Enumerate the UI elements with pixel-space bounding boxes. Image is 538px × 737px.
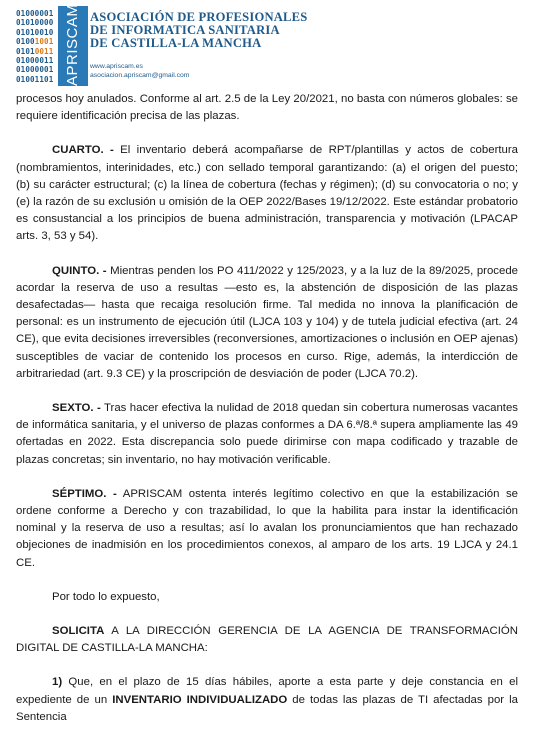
paragraph-request-1 — [16, 674, 518, 726]
paragraph-solicita — [16, 623, 518, 657]
website-link[interactable]: www.apriscam.es — [90, 63, 143, 70]
paragraph-conclusion: Por todo lo expuesto, — [52, 590, 160, 603]
section-heading: SEXTO. - — [52, 402, 101, 415]
document-body — [16, 91, 518, 726]
paragraph-text: Mientras penden los PO 411/2022 y 125/2023, y a la luz de la 89/2025, procede acordar la reserva de uso a resultas —esto es, la abstención de disposición de las plazas desafectadas— hasta que recaiga resolución firme. Tal medida no innova la planificación de personal: es un instrumento de ejecución útil (LJCA 103 y 104) y de tutela judicial efectiva (art. 24 CE), que evita decisiones irreversibles (reconversiones, amortizaciones o inclusión en OEP ajenas) susceptibles de vaciar de contenido los procesos en curso. Rige, además, la interdicción de arbitrariedad (art. 9.3 CE) y la proscripción de desviación de poder (LJCA 70.2). — [16, 264, 518, 380]
binary-row: 01010010 — [16, 27, 54, 37]
paragraph-text: El inventario deberá acompañarse de RPT/plantillas y actos de cobertura (nombramientos, interinidades, etc.) con sellado temporal garantizando: (a) el origen del puesto; (b) su carácter estructural; (c) la línea de cobertura (fechas y régimen); (d) su convocatoria o no; y (e) la razón de su exclusión u omisión de la OEP 2022/Bases 19/12/2022. Este estándar probatorio es consustancial a los principios de buena administración, transparencia y motivación (LPACAP arts. 3, 53 y 54). — [16, 144, 518, 243]
contact-info — [90, 62, 189, 80]
paragraph-quinto — [16, 263, 518, 383]
binary-row: 01000001 — [16, 65, 54, 75]
paragraph-sexto — [16, 400, 518, 469]
binary-logo — [16, 9, 53, 84]
binary-row: 01001101 — [16, 74, 54, 84]
paragraph-septimo — [16, 486, 518, 572]
item-number: 1) — [52, 676, 63, 689]
paragraph-cuarto — [16, 142, 518, 245]
org-line: DE INFORMATICA SANITARIA — [90, 23, 280, 37]
org-line: ASOCIACIÓN DE PROFESIONALES — [90, 10, 308, 24]
section-heading: SÉPTIMO. - — [52, 487, 117, 500]
section-heading: QUINTO. - — [52, 264, 107, 277]
binary-row: 01010011 — [16, 46, 54, 56]
letterhead — [16, 3, 526, 86]
paragraph-text: Que, en el plazo de 15 días hábiles, aporte a esta parte y deje constancia en el expediente de un — [16, 676, 518, 706]
organization-name — [90, 11, 307, 50]
paragraph-text: Tras hacer efectiva la nulidad de 2018 quedan sin cobertura numerosas vacantes de informática sanitaria, y el universo de plazas conformes a DA 6.ª/8.ª supera ampliamente las 49 ofertadas en 2022. Esta discrepancia solo puede dirimirse con mapa codificado y trazable de plazas concretas; sin inventario, no hay motivación verificable. — [16, 402, 519, 466]
org-line: DE CASTILLA-LA MANCHA — [90, 36, 262, 50]
emphasis-text: INVENTARIO INDIVIDUALIZADO — [112, 693, 288, 706]
binary-row: 01000001 — [16, 9, 54, 18]
binary-row: 01010000 — [16, 18, 54, 28]
paragraph-text: APRISCAM ostenta interés legítimo colectivo en que la estabilización se ordene conforme a Derecho y con trazabilidad, lo que la habilita para instar la identificación nominal y la reserva de uso a resultas; así lo avalan los pronunciamientos que han rechazado objeciones de inadmisión en los procedimientos conexos, al amparo de los arts. 19 LJCA y 24.1 CE. — [16, 487, 518, 569]
binary-row: 01001001 — [16, 37, 54, 47]
paragraph-text: A LA DIRECCIÓN GERENCIA DE LA AGENCIA DE TRANSFORMACIÓN DIGITAL DE CASTILLA-LA MANCHA: — [16, 625, 518, 655]
logo-bar — [58, 3, 88, 86]
section-heading: SOLICITA — [52, 625, 105, 638]
binary-row: 01000011 — [16, 56, 54, 66]
section-heading: CUARTO. - — [52, 144, 114, 157]
email-link[interactable]: asociacion.apriscam@gmail.com — [90, 72, 190, 79]
paragraph: procesos hoy anulados. Conforme al art. 2.5 de la Ley 20/2021, no basta con números globales: se requiere identificación precisa de las plazas. — [16, 93, 518, 123]
paragraph-text: de todas las plazas de TI afectadas por la Sentencia — [16, 693, 518, 723]
logo-vertical-name: APRISCAM — [64, 3, 81, 86]
